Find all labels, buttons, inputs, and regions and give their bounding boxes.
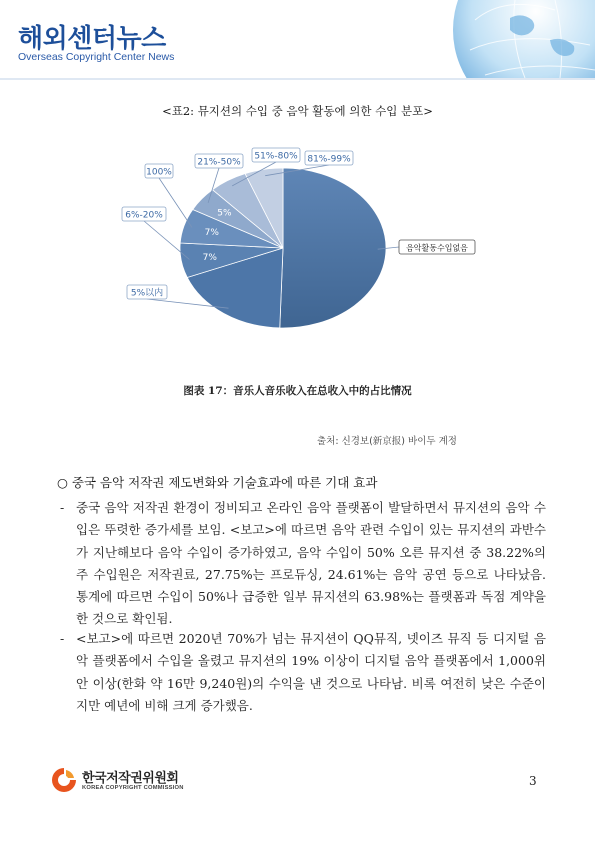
category-label: 100%: [146, 167, 172, 178]
section-heading: ○ 중국 음악 저작권 제도변화와 기술효과에 따른 기대 효과: [57, 475, 378, 490]
commission-name: 한국저작권위원회: [82, 771, 179, 786]
pie-slice: [280, 168, 386, 328]
globe-graphic: [415, 0, 595, 78]
category-label: 음악활동수입없음: [406, 243, 468, 253]
pie-slices: [180, 168, 386, 328]
table-caption: <표2: 뮤지션의 수입 중 음악 활동에 의한 수입 분포>: [162, 104, 433, 118]
category-label: 21%-50%: [197, 157, 241, 168]
figure-caption: 图表 17：音乐人音乐收入在总收入中的占比情况: [183, 385, 412, 397]
bullet-dash: -: [60, 500, 65, 515]
commission-logo-icon: [50, 766, 78, 794]
header-divider: [0, 78, 595, 80]
page-number: 3: [529, 774, 537, 788]
slice-value-label: 7%: [202, 253, 217, 263]
newsletter-subtitle: Overseas Copyright Center News: [18, 51, 175, 63]
category-label: 81%-99%: [307, 154, 351, 165]
category-label: 6%-20%: [125, 210, 163, 221]
slice-value-label: 5%: [217, 208, 232, 219]
bullet-text: <보고>에 따르면 2020년 70%가 넘는 뮤지션이 QQ뮤직, 넷이즈 뮤직 등 디지털 음악 플랫폼에서 수입을 올렸고 뮤지션의 19% 이상이 디지털 음악 플랫폼에서 1,000위안 이상(한화 약 16만 9,240원)의 수익을 낸 것으로 나타남. 비록 여전히 낮은 수준이지만 예년에 비해 크게 증가했음.: [76, 631, 546, 713]
bullet-dash: -: [60, 631, 65, 646]
source-note: 출처: 신경보(新京报) 바이두 계정: [317, 436, 457, 447]
pie-chart: [100, 135, 520, 350]
commission-name-english: KOREA COPYRIGHT COMMISSION: [82, 785, 184, 791]
category-label: 5%以内: [130, 288, 164, 299]
category-label: 51%-80%: [254, 151, 298, 162]
pie-chart-svg: [100, 135, 520, 350]
newsletter-title: 해외센터뉴스: [18, 24, 166, 54]
bullet-item: [60, 497, 546, 631]
bullet-text: 중국 음악 저작권 환경이 정비되고 온라인 음악 플랫폼이 발달하면서 뮤지션의 음악 수입은 뚜렷한 증가세를 보임. <보고>에 따르면 음악 관련 수입이 있는 뮤지션의 과반수가 지난해보다 음악 수입이 증가하였고, 음악 수입이 50% 오른 뮤지션 중 38.22%의 주 수입원은 저작권료, 27.75%는 프로듀싱, 24.61%는 음악 공연 등으로 나타났음. 통계에 따르면 수입이 50%나 급증한 일부 뮤지션의 63.98%는 플랫폼과 독점 계약을 한 것으로 확인됨.: [76, 500, 546, 627]
bullet-item: [60, 628, 546, 717]
slice-value-label: 7%: [204, 227, 219, 238]
